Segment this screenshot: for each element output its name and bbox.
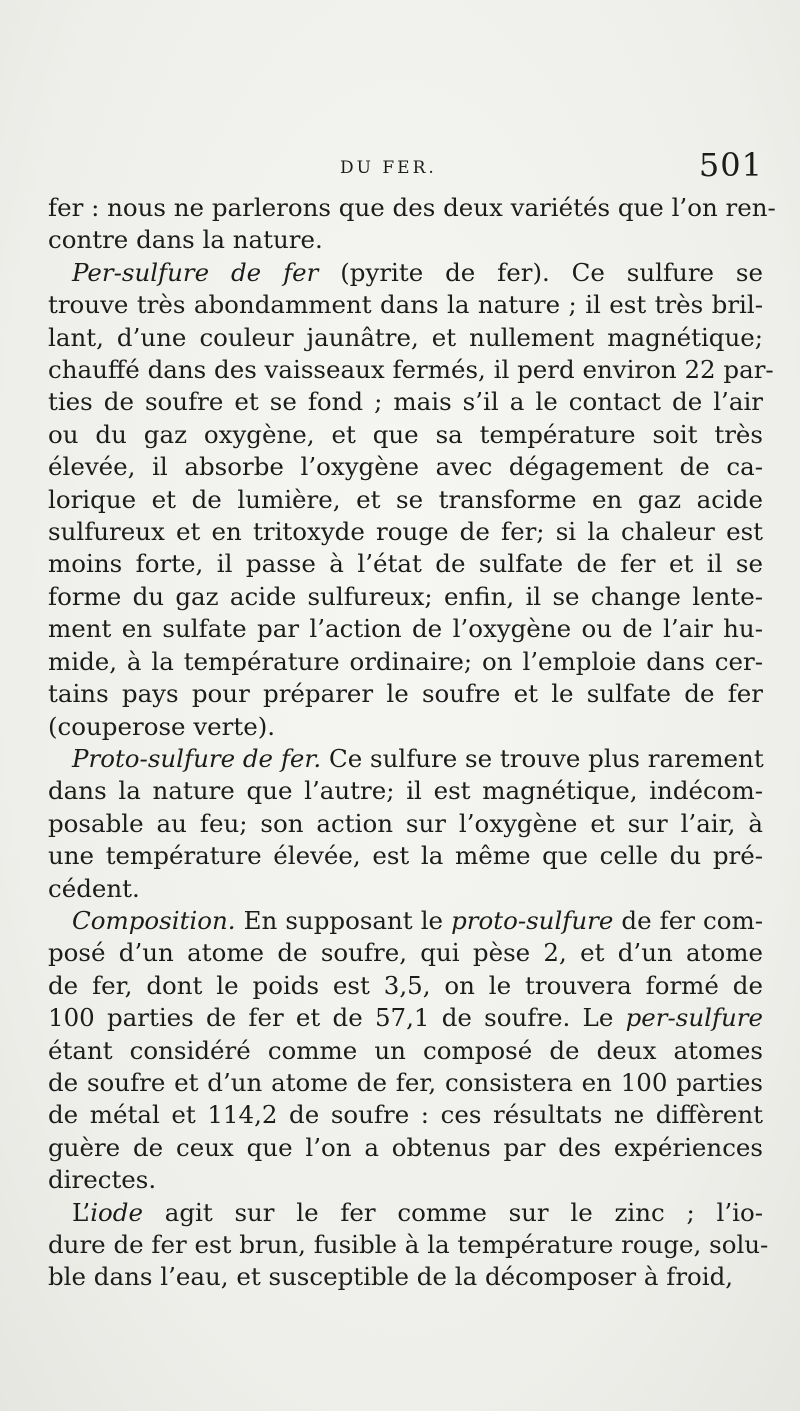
text-segment: de fer, dont le poids est 3,5, on le trouvera formé de: [48, 970, 763, 1000]
text-segment: ble dans l’eau, et susceptible de la décomposer à froid,: [48, 1262, 734, 1292]
text-line: [48, 224, 763, 256]
text-segment: une température élevée, est la même que celle du pré-: [48, 841, 763, 871]
text-segment: ou du gaz oxygène, et que sa température soit très: [48, 419, 763, 449]
italic-term: per-sulfure: [625, 1003, 763, 1033]
italic-term: Composition.: [72, 905, 236, 935]
paragraph: [48, 192, 776, 257]
running-head: DU FER.: [340, 158, 437, 178]
text-line: [48, 1002, 763, 1034]
paragraph: [48, 905, 763, 1197]
text-line: [48, 419, 763, 451]
text-line: [48, 808, 763, 840]
text-line: [48, 1132, 763, 1164]
paragraph: [48, 1197, 769, 1294]
text-segment: tains pays pour préparer le soufre et le sulfate de fer: [48, 679, 763, 709]
text-segment: (couperose verte).: [48, 711, 276, 741]
text-segment: de fer com-: [613, 905, 763, 935]
text-line: [48, 613, 763, 645]
text-segment: En supposant le: [235, 905, 452, 935]
text-line: [48, 192, 776, 224]
text-line: [48, 354, 774, 386]
text-line: [48, 1067, 763, 1099]
text-line: [48, 970, 763, 1002]
text-segment: L’: [72, 1197, 91, 1227]
text-segment: posé d’un atome de soufre, qui pèse 2, et d’un atome: [48, 938, 763, 968]
text-segment: étant considéré comme un composé de deux atomes: [48, 1035, 763, 1065]
text-line: [48, 581, 763, 613]
text-segment: de métal et 114,2 de soufre : ces résultats ne diffèrent: [48, 1100, 763, 1130]
text-segment: ties de soufre et se fond ; mais s’il a le contact de l’air: [48, 387, 763, 417]
italic-term: Per-sulfure de fer: [72, 257, 319, 287]
text-line: [48, 743, 763, 775]
text-line: [48, 1197, 763, 1229]
text-segment: ment en sulfate par l’action de l’oxygène ou de l’air hu-: [48, 614, 763, 644]
text-line: [48, 646, 763, 678]
text-line: [48, 516, 763, 548]
text-line: [48, 548, 763, 580]
text-segment: chauffé dans des vaisseaux fermés, il perd environ 22 par-: [48, 355, 774, 385]
text-segment: mide, à la température ordinaire; on l’emploie dans cer-: [48, 646, 763, 676]
text-segment: élevée, il absorbe l’oxygène avec dégagement de ca-: [48, 452, 763, 482]
paragraph: [48, 257, 774, 743]
text-line: [48, 840, 763, 872]
text-line: [48, 386, 763, 418]
page-number: 501: [698, 146, 763, 184]
paragraph: [48, 743, 763, 905]
text-line: [48, 937, 763, 969]
text-line: [48, 1229, 769, 1261]
body-text: [48, 192, 776, 1294]
text-line: [48, 1099, 763, 1131]
text-segment: posable au feu; son action sur l’oxygène et sur l’air, à: [48, 808, 763, 838]
text-line: [48, 775, 763, 807]
text-segment: forme du gaz acide sulfureux; enfin, il se change lente-: [48, 581, 763, 611]
text-segment: moins forte, il passe à l’état de sulfate de fer et il se: [48, 549, 763, 579]
text-line: [48, 905, 763, 937]
text-line: [48, 289, 763, 321]
text-line: [48, 322, 763, 354]
text-segment: sulfureux et en tritoxyde rouge de fer; si la chaleur est: [48, 517, 763, 547]
text-segment: lorique et de lumière, et se transforme en gaz acide: [48, 484, 763, 514]
text-line: [48, 678, 763, 710]
italic-term: proto-sulfure: [451, 905, 614, 935]
text-segment: (pyrite de fer). Ce sulfure se: [318, 257, 764, 287]
text-line: [48, 451, 763, 483]
page-header: [48, 146, 763, 186]
italic-term: Proto-sulfure de fer.: [72, 743, 322, 773]
italic-term: iode: [90, 1197, 143, 1227]
text-segment: de soufre et d’un atome de fer, consistera en 100 parties: [48, 1067, 763, 1097]
text-line: [48, 257, 763, 289]
text-line: [48, 711, 763, 743]
text-segment: guère de ceux que l’on a obtenus par des expériences: [48, 1132, 763, 1162]
text-segment: contre dans la nature.: [48, 225, 323, 255]
text-segment: dans la nature que l’autre; il est magnétique, indécom-: [48, 776, 763, 806]
text-line: [48, 873, 763, 905]
text-segment: directes.: [48, 1165, 157, 1195]
text-line: [48, 484, 763, 516]
text-segment: Ce sulfure se trouve plus rarement: [321, 743, 764, 773]
text-segment: 100 parties de fer et de 57,1 de soufre. Le: [48, 1003, 626, 1033]
text-segment: lant, d’une couleur jaunâtre, et nullement magnétique;: [48, 322, 763, 352]
text-line: [48, 1035, 763, 1067]
text-line: [48, 1261, 763, 1293]
text-segment: dure de fer est brun, fusible à la température rouge, solu-: [48, 1230, 769, 1259]
text-segment: fer : nous ne parlerons que des deux variétés que l’on ren-: [48, 193, 776, 222]
text-segment: agit sur le fer comme sur le zinc ; l’io-: [142, 1197, 763, 1227]
text-segment: cédent.: [48, 873, 140, 903]
text-segment: trouve très abondamment dans la nature ; il est très bril-: [48, 290, 763, 320]
text-line: [48, 1164, 763, 1196]
